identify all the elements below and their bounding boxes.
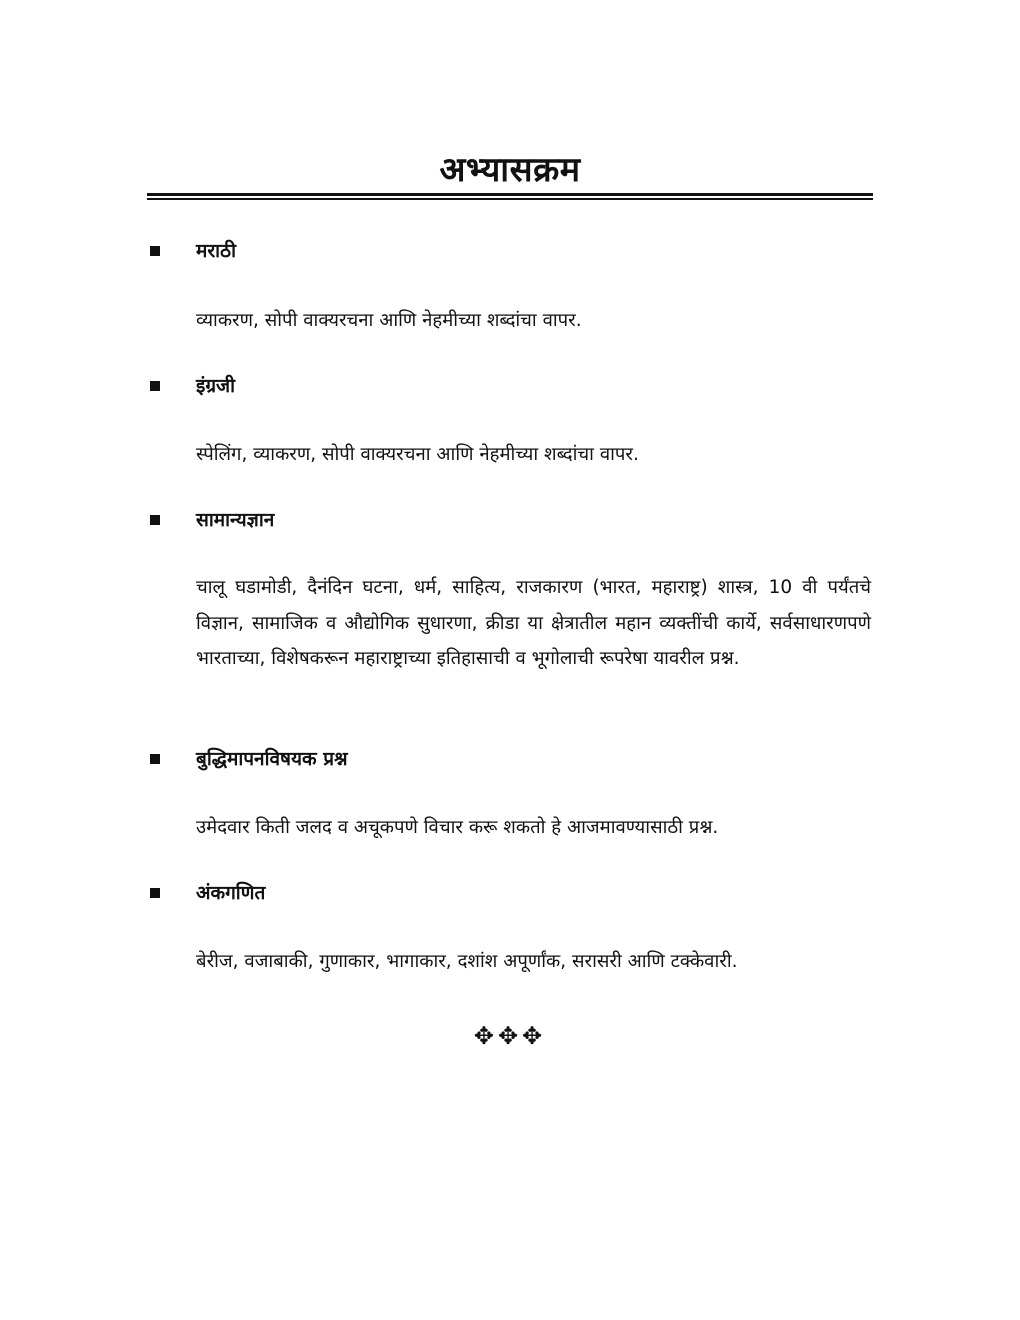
section-description: चालू घडामोडी, दैनंदिन घटना, धर्म, साहित्य, राजकारण (भारत, महाराष्ट्र) शास्त्र, 10 वी पर्यंतचे विज्ञान, सामाजिक व औद्योगिक सुधारणा, क्रीडा या क्षेत्रातील महान व्यक्तींची कार्ये, सर्वसाधारणपणे भारताच्या, विशेषकरून महाराष्ट्राच्या इतिहासाची व भूगोलाची रूपरेषा यावरील प्रश्न. xyxy=(196,577,871,669)
square-bullet-icon xyxy=(150,246,160,256)
section-heading: इंग्रजी xyxy=(196,375,236,397)
section-description: स्पेलिंग, व्याकरण, सोपी वाक्यरचना आणि नेहमीच्या शब्दांचा वापर. xyxy=(196,444,639,465)
section-description: व्याकरण, सोपी वाक्यरचना आणि नेहमीच्या शब्दांचा वापर. xyxy=(196,310,582,331)
fleuron-ornament-icon: ✥✥✥ xyxy=(473,1022,547,1050)
square-bullet-icon xyxy=(150,888,160,898)
title-rule-thin xyxy=(147,198,873,200)
section-heading: बुद्धिमापनविषयक प्रश्न xyxy=(196,748,348,770)
section-general-knowledge xyxy=(150,505,274,535)
section-arithmetic xyxy=(150,878,265,908)
square-bullet-icon xyxy=(150,381,160,391)
section-heading: अंकगणित xyxy=(196,882,266,904)
page-title: अभ्यासक्रम xyxy=(439,150,581,190)
section-english xyxy=(150,371,235,401)
section-marathi xyxy=(150,236,236,266)
section-description: बेरीज, वजाबाकी, गुणाकार, भागाकार, दशांश अपूर्णांक, सरासरी आणि टक्केवारी. xyxy=(196,951,738,972)
section-heading: सामान्यज्ञान xyxy=(196,509,275,531)
square-bullet-icon xyxy=(150,754,160,764)
square-bullet-icon xyxy=(150,515,160,525)
section-intelligence-test xyxy=(150,744,348,774)
title-rule-thick xyxy=(147,193,873,196)
section-description: उमेदवार किती जलद व अचूकपणे विचार करू शकतो हे आजमावण्यासाठी प्रश्न. xyxy=(196,817,719,838)
section-heading: मराठी xyxy=(196,240,237,262)
